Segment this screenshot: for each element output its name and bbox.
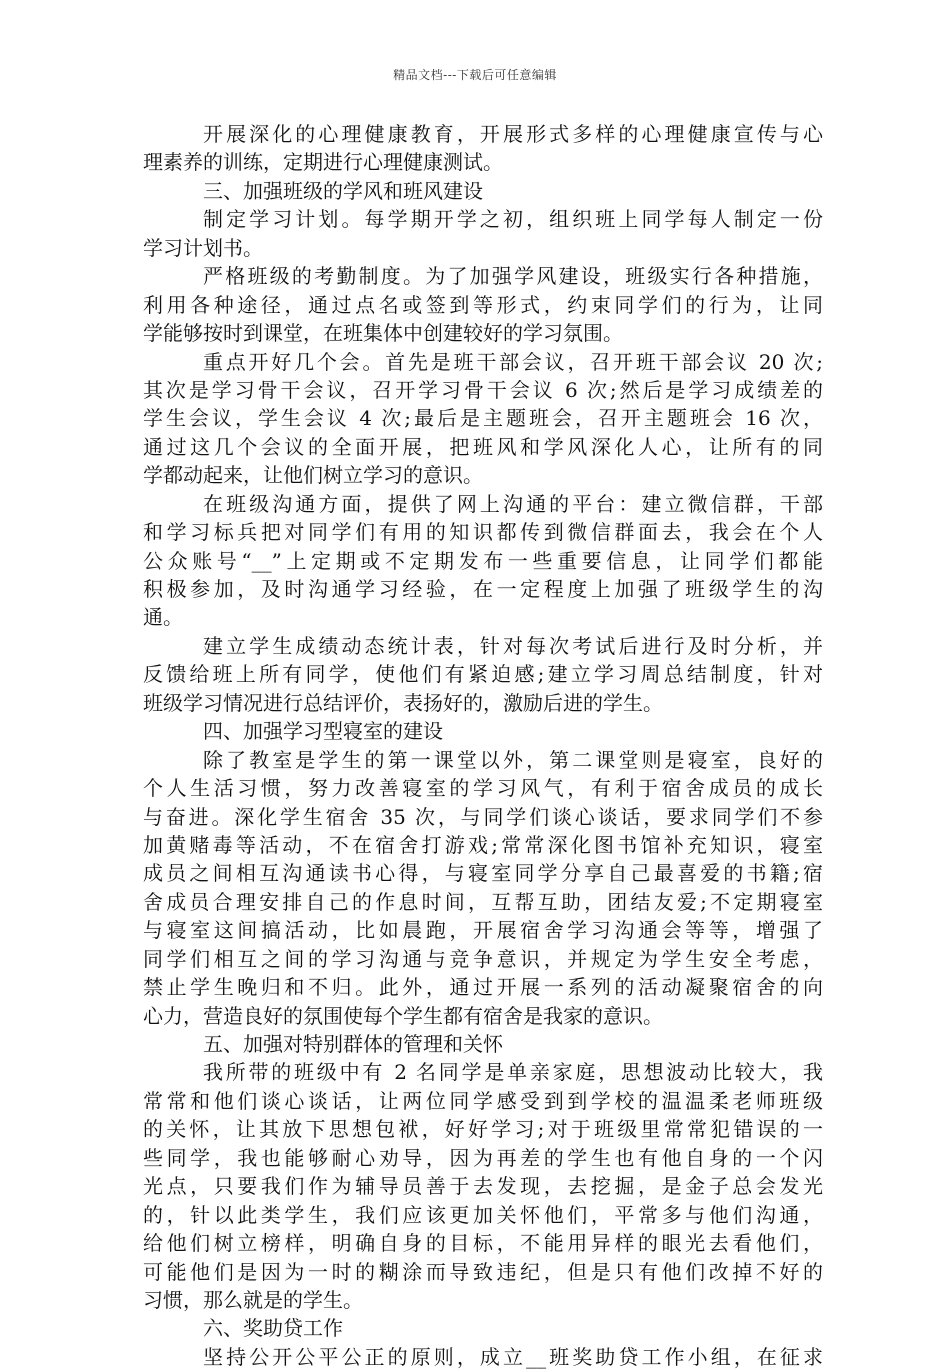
text-line: 通过这几个会议的全面开展，把班风和学风深化人心，让所有的同	[143, 434, 823, 459]
text-line: 我所带的班级中有 2 名同学是单亲家庭，思想波动比较大，我	[203, 1060, 823, 1085]
page-header: 精品文档---下载后可任意编辑	[393, 68, 557, 82]
text-line: 和学习标兵把对同学们有用的知识都传到微信群面去，我会在个人	[143, 520, 823, 545]
text-line: 除了教室是学生的第一课堂以外，第二课堂则是寝室，良好的	[203, 747, 823, 772]
text-line: 制定学习计划。每学期开学之初，组织班上同学每人制定一份	[203, 207, 823, 232]
text-line: 学都动起来，让他们树立学习的意识。	[143, 463, 483, 488]
text-line: 习惯，那么就是的学生。	[143, 1287, 363, 1312]
text-line: 建立学生成绩动态统计表，针对每次考试后进行及时分析，并	[203, 633, 823, 658]
text-line: 积极参加，及时沟通学习经验，在一定程度上加强了班级学生的沟	[143, 577, 823, 601]
text-line: 加黄赌毒等活动，不在宿舍打游戏;常常深化图书馆补充知识，寝室	[143, 832, 823, 857]
document-body	[143, 120, 823, 1371]
text-line: 理素养的训练，定期进行心理健康测试。	[143, 150, 503, 175]
text-line: 班级学习情况进行总结评价，表扬好的，激励后进的学生。	[143, 690, 663, 715]
text-line: 五、加强对特别群体的管理和关怀	[203, 1032, 503, 1056]
text-line: 个人生活习惯，努力改善寝室的学习风气，有利于宿舍成员的成长	[143, 776, 823, 801]
text-line: 严格班级的考勤制度。为了加强学风建设，班级实行各种措施，	[203, 264, 823, 289]
text-line: 心力，营造良好的氛围使每个学生都有宿舍是我家的意识。	[143, 1003, 663, 1028]
text-line: 舍成员合理安排自己的作息时间，互帮互助，团结友爱;不定期寝室	[143, 889, 823, 914]
text-line: 成员之间相互沟通读书心得，与寝室同学分享自己最喜爱的书籍;宿	[143, 861, 823, 886]
text-line: 其次是学习骨干会议，召开学习骨干会议 6 次;然后是学习成绩差的	[143, 377, 823, 402]
text-line: 的关怀，让其放下思想包袱，好好学习;对于班级里常常犯错误的一	[143, 1117, 823, 1142]
text-line: 的，针以此类学生，我们应该更加关怀他们，平常多与他们沟通，	[143, 1202, 823, 1227]
text-line: 学习计划书。	[143, 235, 263, 260]
text-line: 在班级沟通方面，提供了网上沟通的平台：建立微信群，干部	[203, 491, 823, 516]
text-line: 通。	[143, 605, 183, 630]
text-line: 光点，只要我们作为辅导员善于去发现，去挖掘，是金子总会发光	[143, 1174, 823, 1199]
text-line: 常常和他们谈心谈话，让两位同学感受到到学校的温温柔老师班级	[143, 1088, 823, 1113]
text-line: 学生会议，学生会议 4 次;最后是主题班会，召开主题班会 16 次，	[143, 406, 823, 431]
text-line: 可能他们是因为一时的糊涂而导致违纪，但是只有他们改掉不好的	[143, 1259, 823, 1284]
text-line: 禁止学生晚归和不归。此外，通过开展一系列的活动凝聚宿舍的向	[143, 975, 823, 1000]
text-line: 坚持公开公平公正的原则，成立__班奖助贷工作小组，在征求	[203, 1344, 823, 1369]
text-line: 同学们相互之间的学习沟通与竞争意识，并规定为学生安全考虑，	[143, 946, 823, 971]
text-line: 与寝室这间搞活动，比如晨跑，开展宿舍学习沟通会等等，增强了	[143, 918, 823, 943]
text-line: 给他们树立榜样，明确自身的目标，不能用异样的眼光去看他们，	[143, 1231, 823, 1256]
text-line: 利用各种途径，通过点名或签到等形式，约束同学们的行为，让同	[143, 292, 823, 317]
text-line: 与奋进。深化学生宿舍 35 次，与同学们谈心谈话，要求同学们不参	[143, 804, 823, 829]
text-line: 些同学，我也能够耐心劝导，因为再差的学生也有他自身的一个闪	[143, 1145, 823, 1170]
text-line: 学能够按时到课堂，在班集体中创建较好的学习氛围。	[143, 321, 623, 346]
text-line: 重点开好几个会。首先是班干部会议，召开班干部会议 20 次;	[203, 349, 823, 374]
text-line: 四、加强学习型寝室的建设	[203, 719, 443, 744]
text-line: 三、加强班级的学风和班风建设	[203, 178, 483, 203]
text-line: 六、奖助贷工作	[203, 1316, 343, 1341]
text-line: 公众账号“__”上定期或不定期发布一些重要信息，让同学们都能	[143, 548, 823, 573]
text-line: 开展深化的心理健康教育，开展形式多样的心理健康宣传与心	[203, 122, 823, 146]
text-line: 反馈给班上所有同学，使他们有紧迫感;建立学习周总结制度，针对	[143, 662, 823, 687]
